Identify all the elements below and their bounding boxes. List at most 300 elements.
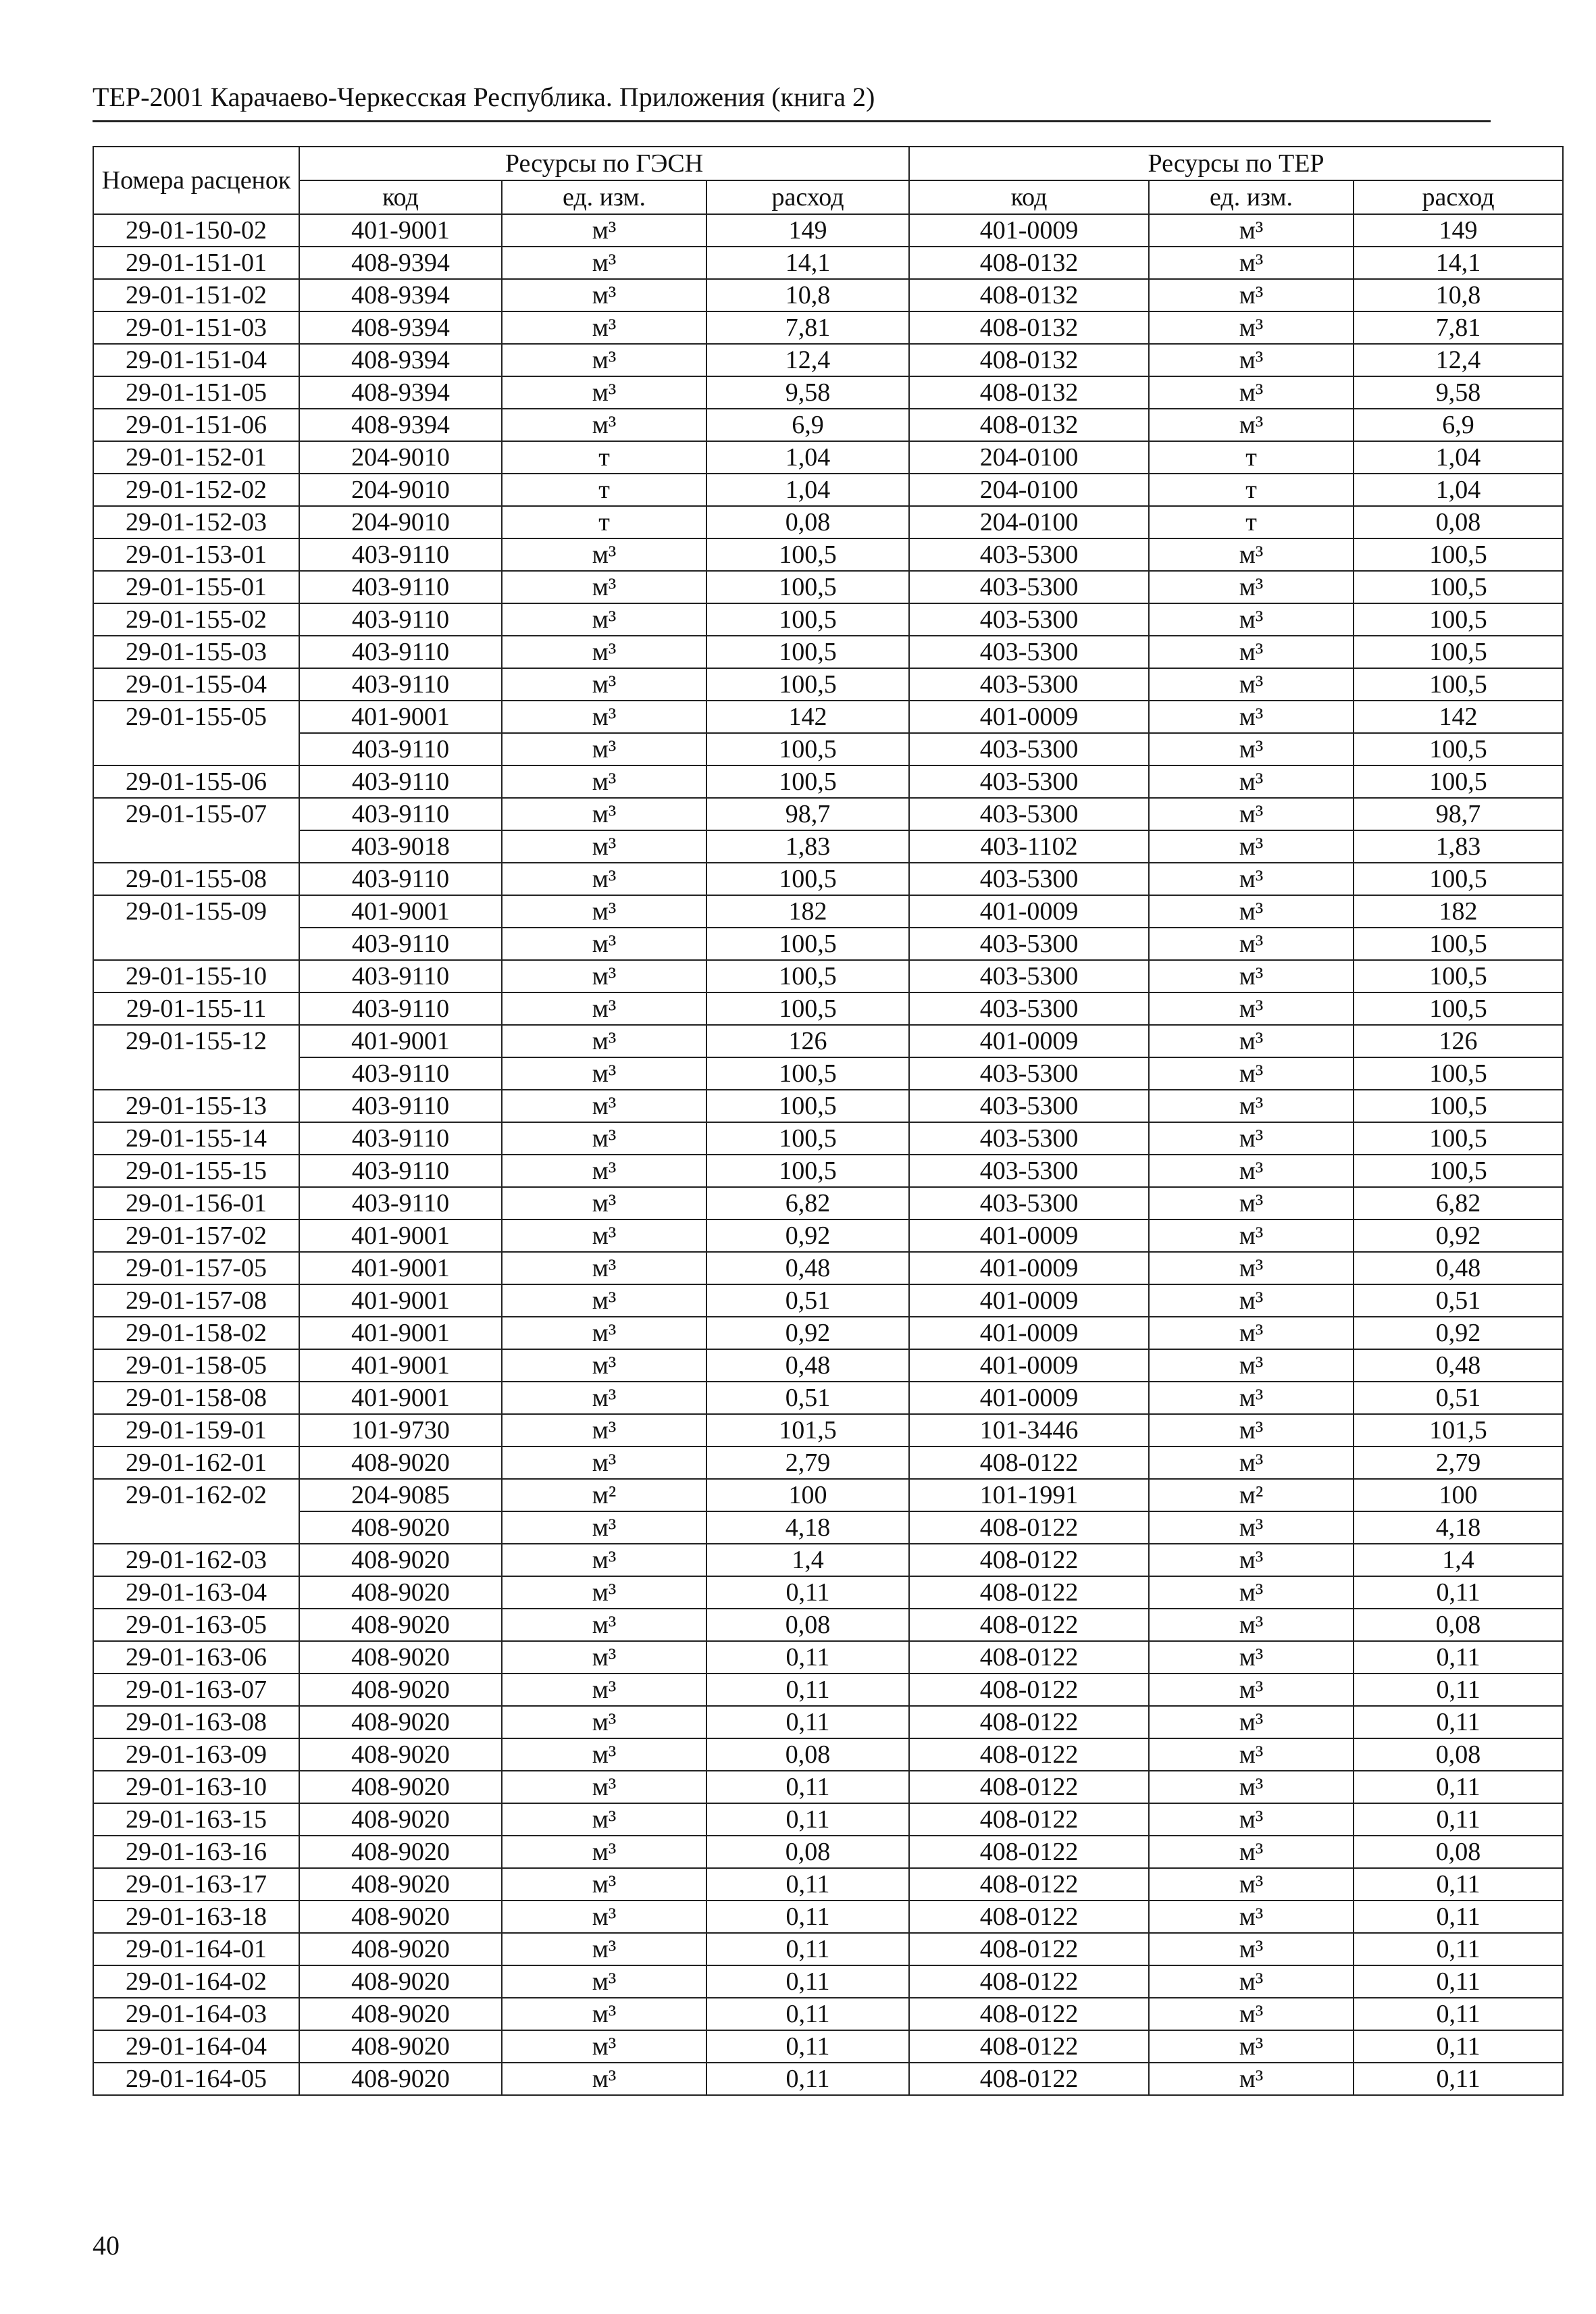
table-row xyxy=(93,636,1563,668)
gesn-code-cell: 408-9020 xyxy=(299,2030,502,2063)
gesn-unit-cell: м³ xyxy=(502,1187,706,1219)
table-row xyxy=(93,1219,1563,1252)
gesn-consumption-cell: 0,92 xyxy=(706,1219,909,1252)
gesn-consumption-cell: 0,11 xyxy=(706,1674,909,1706)
table-row xyxy=(93,2063,1563,2095)
ter-unit-cell: т xyxy=(1149,506,1354,538)
gesn-consumption-cell: 0,51 xyxy=(706,1284,909,1317)
ter-consumption-cell: 100,5 xyxy=(1354,1090,1563,1122)
table-row xyxy=(93,1122,1563,1155)
ter-code-cell: 408-0122 xyxy=(909,2030,1149,2063)
ter-unit-cell: м³ xyxy=(1149,992,1354,1025)
gesn-unit-cell: м³ xyxy=(502,247,706,279)
table-row xyxy=(93,344,1563,376)
gesn-unit-cell: м³ xyxy=(502,1284,706,1317)
ter-code-cell: 403-5300 xyxy=(909,798,1149,830)
table-row xyxy=(93,895,1563,928)
ter-code-cell: 408-0122 xyxy=(909,1771,1149,1803)
ter-consumption-cell: 0,08 xyxy=(1354,506,1563,538)
ter-consumption-cell: 6,82 xyxy=(1354,1187,1563,1219)
ter-code-cell: 403-5300 xyxy=(909,1155,1149,1187)
page-number: 40 xyxy=(93,2230,120,2261)
gesn-unit-cell: м³ xyxy=(502,1641,706,1674)
gesn-unit-cell: м³ xyxy=(502,863,706,895)
rate-number-cell: 29-01-157-05 xyxy=(93,1252,299,1284)
rate-number-cell: 29-01-163-10 xyxy=(93,1771,299,1803)
rate-number-cell: 29-01-155-11 xyxy=(93,992,299,1025)
gesn-consumption-cell: 0,11 xyxy=(706,1576,909,1609)
ter-unit-cell: м³ xyxy=(1149,668,1354,701)
rate-number-cell: 29-01-155-03 xyxy=(93,636,299,668)
ter-consumption-cell: 98,7 xyxy=(1354,798,1563,830)
rate-number-cell: 29-01-163-04 xyxy=(93,1576,299,1609)
table-row xyxy=(93,1933,1563,1965)
ter-unit-cell: м³ xyxy=(1149,1706,1354,1738)
ter-unit-cell: м³ xyxy=(1149,1511,1354,1544)
gesn-consumption-cell: 7,81 xyxy=(706,311,909,344)
table-row xyxy=(93,1057,1563,1090)
gesn-consumption-cell: 6,9 xyxy=(706,409,909,441)
gesn-unit-cell: м³ xyxy=(502,571,706,603)
gesn-consumption-cell: 100,5 xyxy=(706,1057,909,1090)
rate-number-cell: 29-01-164-01 xyxy=(93,1933,299,1965)
table-row xyxy=(93,1447,1563,1479)
header-rule xyxy=(93,120,1491,122)
table-row xyxy=(93,506,1563,538)
ter-consumption-cell: 0,92 xyxy=(1354,1219,1563,1252)
ter-unit-cell: м³ xyxy=(1149,701,1354,733)
gesn-consumption-cell: 9,58 xyxy=(706,376,909,409)
ter-code-cell: 403-1102 xyxy=(909,830,1149,863)
ter-consumption-cell: 10,8 xyxy=(1354,279,1563,311)
rate-number-cell xyxy=(93,733,299,765)
ter-code-cell: 401-0009 xyxy=(909,701,1149,733)
gesn-unit-cell: т xyxy=(502,506,706,538)
rate-number-cell: 29-01-163-15 xyxy=(93,1803,299,1836)
table-row xyxy=(93,311,1563,344)
table-row xyxy=(93,1771,1563,1803)
ter-code-cell: 408-0122 xyxy=(909,1576,1149,1609)
gesn-code-cell: 401-9001 xyxy=(299,1382,502,1414)
gesn-consumption-cell: 182 xyxy=(706,895,909,928)
ter-unit-cell: м³ xyxy=(1149,798,1354,830)
rate-number-cell: 29-01-158-02 xyxy=(93,1317,299,1349)
gesn-unit-cell: м³ xyxy=(502,1349,706,1382)
ter-code-cell: 408-0122 xyxy=(909,2063,1149,2095)
table-row xyxy=(93,1090,1563,1122)
gesn-code-cell: 401-9001 xyxy=(299,895,502,928)
table-row xyxy=(93,1025,1563,1057)
ter-code-cell: 408-0122 xyxy=(909,1511,1149,1544)
gesn-consumption-cell: 0,11 xyxy=(706,1803,909,1836)
ter-unit-cell: м³ xyxy=(1149,1836,1354,1868)
rate-number-cell: 29-01-153-01 xyxy=(93,538,299,571)
gesn-code-cell: 403-9018 xyxy=(299,830,502,863)
rate-number-cell: 29-01-156-01 xyxy=(93,1187,299,1219)
ter-consumption-cell: 100,5 xyxy=(1354,960,1563,992)
gesn-unit-cell: м³ xyxy=(502,1252,706,1284)
ter-code-cell: 403-5300 xyxy=(909,863,1149,895)
ter-code-cell: 408-0122 xyxy=(909,1933,1149,1965)
rate-number-cell: 29-01-155-08 xyxy=(93,863,299,895)
gesn-unit-cell: т xyxy=(502,474,706,506)
ter-unit-cell: м³ xyxy=(1149,1025,1354,1057)
table-row xyxy=(93,603,1563,636)
gesn-consumption-cell: 1,04 xyxy=(706,474,909,506)
gesn-code-cell: 403-9110 xyxy=(299,1155,502,1187)
ter-code-cell: 408-0122 xyxy=(909,1706,1149,1738)
rate-number-cell: 29-01-163-09 xyxy=(93,1738,299,1771)
ter-code-cell: 204-0100 xyxy=(909,506,1149,538)
ter-code-cell: 408-0132 xyxy=(909,409,1149,441)
header-gesn-code: код xyxy=(299,180,502,214)
ter-code-cell: 101-3446 xyxy=(909,1414,1149,1447)
ter-unit-cell: м³ xyxy=(1149,1868,1354,1901)
table-row xyxy=(93,214,1563,247)
ter-code-cell: 408-0122 xyxy=(909,1609,1149,1641)
ter-code-cell: 101-1991 xyxy=(909,1479,1149,1511)
gesn-code-cell: 408-9020 xyxy=(299,1836,502,1868)
table-row xyxy=(93,247,1563,279)
gesn-code-cell: 204-9085 xyxy=(299,1479,502,1511)
gesn-unit-cell: м³ xyxy=(502,1998,706,2030)
ter-code-cell: 403-5300 xyxy=(909,1187,1149,1219)
ter-unit-cell: м³ xyxy=(1149,1090,1354,1122)
ter-code-cell: 403-5300 xyxy=(909,928,1149,960)
ter-unit-cell: м³ xyxy=(1149,863,1354,895)
ter-unit-cell: м³ xyxy=(1149,1901,1354,1933)
rate-number-cell: 29-01-163-17 xyxy=(93,1868,299,1901)
ter-unit-cell: м³ xyxy=(1149,1187,1354,1219)
ter-consumption-cell: 4,18 xyxy=(1354,1511,1563,1544)
header-ter-consumption: расход xyxy=(1354,180,1563,214)
gesn-unit-cell: м³ xyxy=(502,1122,706,1155)
gesn-code-cell: 101-9730 xyxy=(299,1414,502,1447)
gesn-unit-cell: м³ xyxy=(502,603,706,636)
ter-consumption-cell: 0,11 xyxy=(1354,2063,1563,2095)
ter-code-cell: 408-0132 xyxy=(909,376,1149,409)
gesn-consumption-cell: 100,5 xyxy=(706,765,909,798)
ter-unit-cell: м³ xyxy=(1149,1544,1354,1576)
ter-code-cell: 403-5300 xyxy=(909,960,1149,992)
gesn-code-cell: 408-9394 xyxy=(299,409,502,441)
table-row xyxy=(93,765,1563,798)
ter-consumption-cell: 100,5 xyxy=(1354,928,1563,960)
ter-unit-cell: м² xyxy=(1149,1479,1354,1511)
ter-code-cell: 408-0122 xyxy=(909,1674,1149,1706)
ter-consumption-cell: 100,5 xyxy=(1354,668,1563,701)
gesn-unit-cell: м³ xyxy=(502,1965,706,1998)
page-header-title: ТЕР-2001 Карачаево-Черкесская Республика. Приложения (книга 2) xyxy=(93,82,875,112)
table-row xyxy=(93,1349,1563,1382)
gesn-consumption-cell: 14,1 xyxy=(706,247,909,279)
ter-unit-cell: м³ xyxy=(1149,376,1354,409)
gesn-code-cell: 403-9110 xyxy=(299,1057,502,1090)
table-row xyxy=(93,1284,1563,1317)
rate-number-cell: 29-01-157-02 xyxy=(93,1219,299,1252)
ter-code-cell: 401-0009 xyxy=(909,214,1149,247)
gesn-consumption-cell: 2,79 xyxy=(706,1447,909,1479)
ter-consumption-cell: 100,5 xyxy=(1354,733,1563,765)
ter-consumption-cell: 100,5 xyxy=(1354,636,1563,668)
gesn-code-cell: 408-9394 xyxy=(299,344,502,376)
ter-unit-cell: м³ xyxy=(1149,928,1354,960)
ter-consumption-cell: 0,11 xyxy=(1354,1706,1563,1738)
ter-unit-cell: м³ xyxy=(1149,1057,1354,1090)
ter-code-cell: 403-5300 xyxy=(909,636,1149,668)
header-ter-resources: Ресурсы по ТЕР xyxy=(909,147,1563,180)
table-row xyxy=(93,1998,1563,2030)
ter-code-cell: 401-0009 xyxy=(909,1284,1149,1317)
gesn-unit-cell: м³ xyxy=(502,960,706,992)
ter-consumption-cell: 9,58 xyxy=(1354,376,1563,409)
ter-consumption-cell: 14,1 xyxy=(1354,247,1563,279)
table-row xyxy=(93,992,1563,1025)
ter-unit-cell: м³ xyxy=(1149,1447,1354,1479)
table-row xyxy=(93,1414,1563,1447)
ter-unit-cell: м³ xyxy=(1149,409,1354,441)
gesn-unit-cell: м³ xyxy=(502,1057,706,1090)
gesn-consumption-cell: 0,08 xyxy=(706,506,909,538)
gesn-unit-cell: м³ xyxy=(502,1836,706,1868)
header-gesn-unit: ед. изм. xyxy=(502,180,706,214)
table-row xyxy=(93,1511,1563,1544)
gesn-consumption-cell: 0,11 xyxy=(706,1933,909,1965)
gesn-unit-cell: м³ xyxy=(502,1447,706,1479)
gesn-code-cell: 403-9110 xyxy=(299,798,502,830)
gesn-consumption-cell: 100,5 xyxy=(706,733,909,765)
gesn-unit-cell: м³ xyxy=(502,1901,706,1933)
rate-number-cell: 29-01-152-03 xyxy=(93,506,299,538)
rate-number-cell: 29-01-152-02 xyxy=(93,474,299,506)
ter-code-cell: 403-5300 xyxy=(909,668,1149,701)
ter-consumption-cell: 100,5 xyxy=(1354,603,1563,636)
ter-unit-cell: м³ xyxy=(1149,2063,1354,2095)
gesn-code-cell: 403-9110 xyxy=(299,960,502,992)
rate-number-cell: 29-01-164-05 xyxy=(93,2063,299,2095)
ter-code-cell: 408-0132 xyxy=(909,311,1149,344)
gesn-unit-cell: м³ xyxy=(502,1025,706,1057)
gesn-consumption-cell: 0,48 xyxy=(706,1252,909,1284)
table-row xyxy=(93,1479,1563,1511)
ter-unit-cell: м³ xyxy=(1149,603,1354,636)
rate-number-cell: 29-01-163-16 xyxy=(93,1836,299,1868)
table-row xyxy=(93,1965,1563,1998)
ter-unit-cell: м³ xyxy=(1149,1122,1354,1155)
ter-code-cell: 408-0132 xyxy=(909,247,1149,279)
gesn-consumption-cell: 0,92 xyxy=(706,1317,909,1349)
gesn-unit-cell: м³ xyxy=(502,376,706,409)
gesn-unit-cell: м³ xyxy=(502,311,706,344)
rate-number-cell xyxy=(93,1057,299,1090)
gesn-unit-cell: м² xyxy=(502,1479,706,1511)
table-row xyxy=(93,960,1563,992)
gesn-consumption-cell: 0,08 xyxy=(706,1836,909,1868)
gesn-code-cell: 408-9020 xyxy=(299,1511,502,1544)
gesn-unit-cell: м³ xyxy=(502,409,706,441)
ter-code-cell: 204-0100 xyxy=(909,474,1149,506)
gesn-code-cell: 401-9001 xyxy=(299,214,502,247)
ter-code-cell: 403-5300 xyxy=(909,538,1149,571)
gesn-unit-cell: м³ xyxy=(502,701,706,733)
gesn-consumption-cell: 0,11 xyxy=(706,2030,909,2063)
rate-number-cell: 29-01-152-01 xyxy=(93,441,299,474)
gesn-unit-cell: м³ xyxy=(502,1771,706,1803)
gesn-consumption-cell: 0,11 xyxy=(706,1901,909,1933)
table-row xyxy=(93,409,1563,441)
gesn-consumption-cell: 0,51 xyxy=(706,1382,909,1414)
gesn-code-cell: 403-9110 xyxy=(299,571,502,603)
gesn-consumption-cell: 0,11 xyxy=(706,1641,909,1674)
gesn-consumption-cell: 100,5 xyxy=(706,1090,909,1122)
rate-number-cell: 29-01-155-06 xyxy=(93,765,299,798)
rate-number-cell: 29-01-151-05 xyxy=(93,376,299,409)
gesn-unit-cell: м³ xyxy=(502,636,706,668)
gesn-code-cell: 408-9020 xyxy=(299,1576,502,1609)
ter-consumption-cell: 100,5 xyxy=(1354,863,1563,895)
gesn-consumption-cell: 149 xyxy=(706,214,909,247)
rate-number-cell: 29-01-162-02 xyxy=(93,1479,299,1511)
ter-unit-cell: м³ xyxy=(1149,1998,1354,2030)
ter-consumption-cell: 6,9 xyxy=(1354,409,1563,441)
ter-consumption-cell: 0,08 xyxy=(1354,1836,1563,1868)
gesn-code-cell: 403-9110 xyxy=(299,1122,502,1155)
gesn-consumption-cell: 100,5 xyxy=(706,603,909,636)
gesn-consumption-cell: 6,82 xyxy=(706,1187,909,1219)
rate-number-cell: 29-01-164-03 xyxy=(93,1998,299,2030)
gesn-unit-cell: м³ xyxy=(502,1382,706,1414)
ter-unit-cell: м³ xyxy=(1149,960,1354,992)
ter-code-cell: 403-5300 xyxy=(909,992,1149,1025)
ter-code-cell: 403-5300 xyxy=(909,1090,1149,1122)
ter-unit-cell: м³ xyxy=(1149,1219,1354,1252)
gesn-unit-cell: м³ xyxy=(502,1738,706,1771)
gesn-unit-cell: м³ xyxy=(502,830,706,863)
ter-consumption-cell: 0,11 xyxy=(1354,1998,1563,2030)
table-row xyxy=(93,1544,1563,1576)
ter-unit-cell: м³ xyxy=(1149,1609,1354,1641)
rate-number-cell: 29-01-157-08 xyxy=(93,1284,299,1317)
gesn-code-cell: 403-9110 xyxy=(299,603,502,636)
table-row xyxy=(93,1609,1563,1641)
header-gesn-resources: Ресурсы по ГЭСН xyxy=(299,147,909,180)
ter-unit-cell: м³ xyxy=(1149,1382,1354,1414)
gesn-unit-cell: м³ xyxy=(502,2030,706,2063)
ter-unit-cell: м³ xyxy=(1149,2030,1354,2063)
gesn-unit-cell: м³ xyxy=(502,344,706,376)
gesn-code-cell: 401-9001 xyxy=(299,1349,502,1382)
gesn-consumption-cell: 0,11 xyxy=(706,1706,909,1738)
table-header xyxy=(93,147,1563,214)
gesn-unit-cell: т xyxy=(502,441,706,474)
gesn-unit-cell: м³ xyxy=(502,538,706,571)
ter-unit-cell: м³ xyxy=(1149,1576,1354,1609)
ter-code-cell: 408-0122 xyxy=(909,1641,1149,1674)
ter-code-cell: 408-0122 xyxy=(909,1447,1149,1479)
table-row xyxy=(93,474,1563,506)
table-row xyxy=(93,376,1563,409)
gesn-consumption-cell: 0,11 xyxy=(706,2063,909,2095)
gesn-consumption-cell: 100,5 xyxy=(706,571,909,603)
gesn-consumption-cell: 100,5 xyxy=(706,863,909,895)
gesn-consumption-cell: 100,5 xyxy=(706,668,909,701)
gesn-code-cell: 401-9001 xyxy=(299,1284,502,1317)
ter-unit-cell: т xyxy=(1149,441,1354,474)
ter-code-cell: 408-0132 xyxy=(909,279,1149,311)
ter-consumption-cell: 12,4 xyxy=(1354,344,1563,376)
rate-number-cell: 29-01-163-05 xyxy=(93,1609,299,1641)
ter-unit-cell: м³ xyxy=(1149,279,1354,311)
rate-number-cell: 29-01-159-01 xyxy=(93,1414,299,1447)
table-row xyxy=(93,863,1563,895)
ter-consumption-cell: 100,5 xyxy=(1354,571,1563,603)
gesn-unit-cell: м³ xyxy=(502,2063,706,2095)
rate-number-cell: 29-01-151-04 xyxy=(93,344,299,376)
rate-number-cell: 29-01-155-02 xyxy=(93,603,299,636)
gesn-code-cell: 403-9110 xyxy=(299,1090,502,1122)
rate-number-cell: 29-01-162-03 xyxy=(93,1544,299,1576)
rate-number-cell: 29-01-163-07 xyxy=(93,1674,299,1706)
ter-unit-cell: м³ xyxy=(1149,1771,1354,1803)
gesn-consumption-cell: 1,04 xyxy=(706,441,909,474)
ter-code-cell: 408-0122 xyxy=(909,1836,1149,1868)
header-gesn-consumption: расход xyxy=(706,180,909,214)
table-row xyxy=(93,668,1563,701)
ter-code-cell: 408-0122 xyxy=(909,1901,1149,1933)
ter-consumption-cell: 0,11 xyxy=(1354,1771,1563,1803)
rate-number-cell xyxy=(93,928,299,960)
table-row xyxy=(93,1155,1563,1187)
ter-consumption-cell: 0,11 xyxy=(1354,1803,1563,1836)
ter-consumption-cell: 0,48 xyxy=(1354,1252,1563,1284)
rate-number-cell xyxy=(93,830,299,863)
table-row xyxy=(93,1382,1563,1414)
ter-code-cell: 403-5300 xyxy=(909,571,1149,603)
header-ter-code: код xyxy=(909,180,1149,214)
gesn-code-cell: 401-9001 xyxy=(299,1025,502,1057)
ter-consumption-cell: 100,5 xyxy=(1354,1057,1563,1090)
gesn-consumption-cell: 100,5 xyxy=(706,1155,909,1187)
gesn-consumption-cell: 98,7 xyxy=(706,798,909,830)
ter-consumption-cell: 0,48 xyxy=(1354,1349,1563,1382)
table-row xyxy=(93,279,1563,311)
gesn-code-cell: 401-9001 xyxy=(299,701,502,733)
rate-number-cell: 29-01-151-01 xyxy=(93,247,299,279)
gesn-consumption-cell: 100,5 xyxy=(706,636,909,668)
gesn-consumption-cell: 4,18 xyxy=(706,1511,909,1544)
ter-consumption-cell: 0,11 xyxy=(1354,1674,1563,1706)
rate-number-cell: 29-01-163-18 xyxy=(93,1901,299,1933)
rate-number-cell xyxy=(93,1511,299,1544)
ter-code-cell: 403-5300 xyxy=(909,733,1149,765)
gesn-unit-cell: м³ xyxy=(502,1706,706,1738)
ter-unit-cell: м³ xyxy=(1149,733,1354,765)
ter-consumption-cell: 1,83 xyxy=(1354,830,1563,863)
gesn-code-cell: 403-9110 xyxy=(299,733,502,765)
table-row xyxy=(93,1187,1563,1219)
ter-unit-cell: м³ xyxy=(1149,247,1354,279)
ter-unit-cell: м³ xyxy=(1149,571,1354,603)
rate-number-cell: 29-01-151-02 xyxy=(93,279,299,311)
gesn-unit-cell: м³ xyxy=(502,214,706,247)
gesn-code-cell: 408-9394 xyxy=(299,247,502,279)
ter-consumption-cell: 0,11 xyxy=(1354,1576,1563,1609)
gesn-code-cell: 403-9110 xyxy=(299,863,502,895)
rate-number-cell: 29-01-163-08 xyxy=(93,1706,299,1738)
ter-unit-cell: м³ xyxy=(1149,1933,1354,1965)
gesn-unit-cell: м³ xyxy=(502,895,706,928)
gesn-code-cell: 408-9020 xyxy=(299,1771,502,1803)
